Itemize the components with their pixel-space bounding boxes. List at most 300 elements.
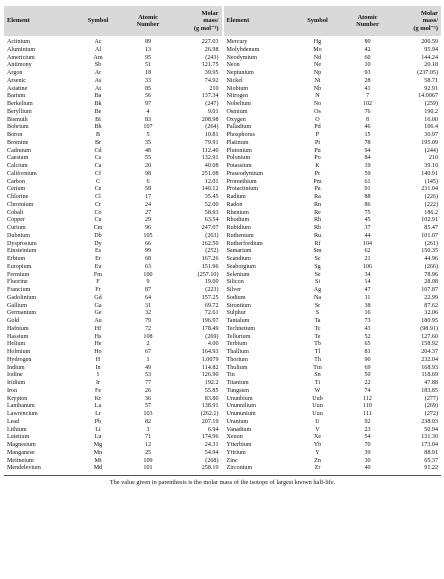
- molar-mass: 251.08: [201, 170, 219, 177]
- element-name: Gadolinium: [7, 294, 37, 301]
- table-row: [4, 341, 222, 349]
- element-name: Boron: [7, 132, 23, 138]
- element-name: Dubnium: [7, 232, 31, 239]
- element-name: Erbium: [7, 256, 26, 262]
- molar-mass: 118.69: [421, 372, 438, 379]
- table-row: [4, 295, 222, 303]
- element-symbol: Nb: [313, 85, 322, 92]
- table-row: [4, 124, 222, 132]
- molar-mass: 91.22: [424, 465, 438, 472]
- table-row: [224, 264, 442, 272]
- element-name: Radium: [226, 194, 246, 200]
- table-row: [224, 124, 442, 132]
- element-name: Lead: [7, 418, 20, 425]
- molar-mass: 101.07: [421, 232, 438, 239]
- element-name: Lawrencium: [7, 411, 38, 417]
- element-symbol: Mn: [93, 449, 103, 456]
- element-symbol: Bh: [94, 124, 102, 131]
- atomic-number: 108: [143, 333, 153, 340]
- table-row: [224, 341, 442, 349]
- element-name: Polonium: [226, 155, 251, 162]
- element-name: Iron: [7, 387, 18, 394]
- table-row: [4, 62, 222, 70]
- molar-mass: 247.07: [201, 225, 219, 231]
- element-name: Platinum: [226, 139, 249, 146]
- element-name: Strontium: [226, 302, 251, 309]
- element-name: Calcium: [7, 163, 28, 169]
- atomic-number: 30: [364, 457, 371, 464]
- table-row: [4, 93, 222, 101]
- element-symbol: Am: [93, 54, 103, 61]
- element-name: Barium: [7, 93, 26, 100]
- molar-mass: 85.47: [424, 225, 438, 231]
- atomic-number: 68: [144, 256, 152, 262]
- atomic-number: 70: [364, 442, 371, 448]
- atomic-number: 94: [364, 147, 371, 154]
- element-name: Germanium: [7, 310, 37, 317]
- element-name: Osmium: [226, 108, 248, 115]
- table-row: [224, 458, 442, 466]
- atomic-number: 57: [144, 403, 152, 410]
- element-name: Hassium: [7, 333, 29, 340]
- element-name: Mercury: [226, 39, 248, 45]
- element-name: Chromium: [7, 201, 34, 208]
- element-symbol: U: [315, 418, 320, 425]
- table-row: [224, 55, 442, 63]
- table-row: [4, 272, 222, 280]
- molar-mass: 47.88: [424, 380, 438, 386]
- atomic-number: 89: [144, 39, 152, 45]
- molar-mass: (252): [205, 248, 219, 255]
- element-name: Cobalt: [7, 209, 24, 216]
- atomic-number: 25: [144, 449, 152, 456]
- molar-mass: 112.40: [201, 147, 219, 154]
- table-row: [224, 380, 442, 388]
- atomic-number: 20: [144, 163, 152, 169]
- element-name: Protactinium: [226, 186, 258, 193]
- element-name: Samarium: [226, 248, 252, 255]
- element-name: Copper: [7, 217, 25, 224]
- molar-mass: 227.03: [201, 39, 219, 45]
- table-row: [4, 186, 222, 194]
- atomic-number: 3: [146, 426, 150, 433]
- element-symbol: As: [94, 77, 102, 84]
- element-name: Oxygen: [226, 116, 246, 123]
- atomic-number: 22: [364, 380, 371, 386]
- element-symbol: Hs: [94, 333, 102, 340]
- atomic-number: 59: [364, 170, 371, 177]
- element-symbol: Pt: [314, 139, 321, 146]
- atomic-number: 36: [144, 395, 152, 402]
- element-symbol: C: [95, 178, 101, 185]
- atomic-number: 110: [363, 403, 372, 410]
- table-row: [224, 241, 442, 249]
- molar-mass: 140.12: [201, 186, 219, 193]
- atomic-number: 92: [364, 418, 371, 425]
- table-row: [4, 248, 222, 256]
- table-body-left: [4, 36, 222, 473]
- molar-mass: 65.37: [424, 457, 438, 464]
- element-name: Manganese: [7, 449, 35, 456]
- atomic-number: 63: [144, 263, 152, 270]
- molar-mass: 22.99: [424, 294, 438, 301]
- element-symbol: Pm: [313, 178, 322, 185]
- molar-mass: 144.24: [421, 54, 438, 61]
- element-name: Radon: [226, 201, 243, 208]
- molar-mass: 186.2: [424, 209, 438, 216]
- table-row: [4, 225, 222, 233]
- molar-mass: 74.92: [204, 77, 219, 84]
- atomic-number: 84: [364, 155, 371, 162]
- atomic-number: 67: [144, 349, 152, 355]
- table-row: [224, 256, 442, 264]
- molar-mass: (237.05): [417, 70, 438, 76]
- element-name: Rutherfordium: [226, 240, 263, 247]
- table-row: [4, 117, 222, 125]
- element-name: Einsteinium: [7, 248, 37, 255]
- atomic-number: 56: [144, 93, 152, 100]
- molar-mass: 151.96: [201, 263, 219, 270]
- element-symbol: W: [314, 387, 321, 394]
- element-symbol: Eu: [94, 263, 102, 270]
- element-symbol: Co: [94, 209, 102, 216]
- atomic-number: 65: [364, 341, 371, 348]
- table-row: [4, 194, 222, 202]
- molar-mass: 200.59: [421, 39, 438, 45]
- element-name: Bohrium: [7, 124, 29, 131]
- atomic-number: 46: [364, 124, 371, 131]
- element-name: Ununbium: [226, 395, 253, 402]
- element-symbol: Uub: [312, 395, 323, 402]
- table-row: [224, 334, 442, 342]
- molar-mass: 114.82: [201, 364, 219, 371]
- element-name: Tellurium: [226, 333, 251, 340]
- atomic-number: 99: [144, 248, 152, 255]
- element-name: Plutonium: [226, 147, 252, 154]
- molar-mass: (145): [424, 178, 438, 185]
- table-row: [224, 210, 442, 218]
- molar-mass: 238.03: [421, 418, 438, 425]
- table-row: [224, 109, 442, 117]
- table-row: [4, 55, 222, 63]
- molar-mass: 58.71: [424, 77, 438, 84]
- header-row: [224, 6, 442, 36]
- table-row: [224, 411, 442, 419]
- header-row: [4, 6, 222, 36]
- atomic-number: 50: [364, 372, 371, 379]
- atomic-number: 2: [146, 341, 150, 348]
- table-row: [224, 217, 442, 225]
- element-symbol: Ce: [94, 186, 102, 193]
- element-name: Ytterbium: [226, 442, 252, 448]
- table-row: [4, 36, 222, 47]
- table-row: [4, 388, 222, 396]
- element-symbol: Hg: [313, 39, 322, 45]
- table-row: [224, 148, 442, 156]
- atomic-number: 80: [364, 39, 371, 45]
- element-symbol: Np: [313, 70, 322, 76]
- atomic-number: 85: [144, 85, 152, 92]
- atomic-number: 52: [364, 333, 371, 340]
- element-symbol: Fm: [93, 271, 103, 278]
- element-name: Palladium: [226, 124, 252, 131]
- table-row: [4, 434, 222, 442]
- element-name: Caesium: [7, 155, 29, 162]
- element-name: Berkelium: [7, 101, 33, 107]
- element-name: Silicon: [226, 279, 244, 286]
- atomic-number: 97: [144, 101, 152, 107]
- atomic-number: 8: [365, 116, 370, 123]
- molar-mass: 19.00: [204, 279, 219, 286]
- element-name: Mendelevium: [7, 465, 41, 472]
- element-symbol: Nd: [313, 54, 322, 61]
- table-row: [224, 287, 442, 295]
- atomic-number: 1: [146, 356, 150, 363]
- molar-mass: 192.2: [204, 380, 219, 386]
- table-row: [4, 450, 222, 458]
- atomic-number: 78: [364, 139, 371, 146]
- atomic-number: 49: [144, 364, 152, 371]
- molar-mass: 174.96: [201, 434, 219, 441]
- element-name: Actinium: [7, 39, 31, 45]
- molar-mass: (269): [424, 403, 438, 410]
- table-row: [224, 163, 442, 171]
- element-name: Titanium: [226, 380, 249, 386]
- molar-mass: 137.34: [201, 93, 219, 100]
- atomic-number: 38: [364, 302, 371, 309]
- element-name: Bromine: [7, 139, 29, 146]
- molar-mass: 44.96: [424, 256, 438, 262]
- element-name: Potassium: [226, 163, 252, 169]
- table-row: [224, 78, 442, 86]
- table-row: [224, 155, 442, 163]
- table-row: [224, 140, 442, 148]
- atomic-number: 74: [364, 387, 371, 394]
- atomic-number: 88: [364, 194, 371, 200]
- element-symbol: Lr: [95, 411, 101, 417]
- table-row: [224, 318, 442, 326]
- atomic-number: 111: [363, 411, 372, 417]
- element-symbol: Zn: [314, 457, 321, 464]
- table-body-right: [224, 36, 442, 473]
- molar-mass: (223): [205, 287, 219, 293]
- element-name: Aluminium: [7, 46, 36, 53]
- element-symbol: Sg: [314, 263, 321, 270]
- molar-mass: 168.93: [421, 364, 438, 371]
- table-row: [4, 256, 222, 264]
- table-row: [4, 318, 222, 326]
- table-row: [4, 334, 222, 342]
- element-symbol: Yb: [313, 442, 322, 448]
- element-name: Cerium: [7, 186, 26, 193]
- element-symbol: F: [96, 279, 100, 286]
- atomic-number: 76: [364, 108, 371, 115]
- element-name: Magnesium: [7, 442, 36, 448]
- table-row: [4, 310, 222, 318]
- atomic-number: 14: [364, 279, 371, 286]
- element-symbol: Sb: [94, 62, 102, 69]
- atomic-number: 5: [146, 132, 150, 138]
- atomic-number: 29: [144, 217, 152, 224]
- molar-mass: 157.25: [201, 294, 219, 301]
- molar-mass: 87.62: [424, 302, 438, 309]
- element-symbol: Re: [314, 209, 321, 216]
- molar-mass: 132.91: [201, 155, 219, 162]
- molar-mass: (268): [205, 457, 219, 464]
- element-symbol: Rf: [314, 240, 321, 247]
- element-name: Krypton: [7, 395, 28, 402]
- atomic-number: 18: [144, 70, 152, 76]
- table-row: [4, 419, 222, 427]
- element-symbol: Mg: [93, 442, 103, 448]
- table-row: [4, 279, 222, 287]
- molar-mass: 79.91: [204, 139, 219, 146]
- table-row: [224, 248, 442, 256]
- atomic-number: 27: [144, 209, 152, 216]
- atomic-number: 81: [364, 349, 371, 355]
- molar-mass: 28.08: [424, 279, 438, 286]
- element-symbol: Ti: [314, 380, 321, 386]
- table-row: [224, 303, 442, 311]
- element-symbol: Al: [94, 46, 102, 53]
- element-symbol: Fe: [94, 387, 102, 394]
- molar-mass: 190.2: [424, 108, 438, 115]
- atomic-number: 60: [364, 54, 371, 61]
- element-symbol: Pu: [314, 147, 321, 154]
- molar-mass: 30.97: [424, 132, 438, 138]
- atomic-number: 103: [143, 411, 153, 417]
- atomic-number: 102: [362, 101, 373, 107]
- atomic-number: 75: [364, 209, 371, 216]
- atomic-number: 9: [146, 279, 150, 286]
- table-row: [4, 233, 222, 241]
- atomic-number: 96: [144, 225, 152, 231]
- atomic-number: 109: [143, 457, 153, 464]
- table-row: [4, 264, 222, 272]
- element-name: Meitneium: [7, 457, 34, 464]
- molar-mass: (244): [424, 147, 438, 154]
- element-symbol: At: [94, 85, 102, 92]
- atomic-number: 55: [144, 155, 152, 162]
- element-name: Holmium: [7, 349, 31, 355]
- molar-mass: 158.92: [421, 341, 438, 348]
- element-name: Hydrogen: [7, 356, 32, 363]
- element-symbol: Uun: [312, 403, 323, 410]
- element-symbol: P: [315, 132, 320, 138]
- table-row: [224, 310, 442, 318]
- molar-mass: 131.30: [421, 434, 438, 441]
- element-name: Molybdenum: [226, 46, 260, 53]
- molar-mass: 121.75: [201, 62, 219, 69]
- table-row: [4, 109, 222, 117]
- element-name: Selenium: [226, 271, 250, 278]
- table-row: [4, 403, 222, 411]
- molar-mass: 102.91: [421, 217, 438, 224]
- molar-mass: (257.10): [197, 271, 219, 278]
- header-molar-mass: Molar mass/ (g mol⁻¹): [175, 6, 222, 36]
- atomic-number: 32: [144, 310, 152, 317]
- molar-mass: 39.95: [204, 70, 219, 76]
- table-row: [4, 86, 222, 94]
- element-name: Gallium: [7, 302, 27, 309]
- table-row: [224, 372, 442, 380]
- element-symbol: K: [315, 163, 320, 169]
- element-name: Astatine: [7, 85, 28, 92]
- molar-mass: 14.0067: [418, 93, 438, 100]
- table-row: [4, 47, 222, 55]
- molar-mass: 210: [209, 85, 219, 92]
- atomic-number: 73: [364, 318, 371, 324]
- table-row: [224, 450, 442, 458]
- molar-mass: 12.01: [204, 178, 219, 185]
- element-symbol: Tc: [314, 325, 321, 332]
- atomic-number: 93: [364, 70, 371, 76]
- table-row: [224, 179, 442, 187]
- element-symbol: Gd: [94, 294, 102, 301]
- element-symbol: H: [95, 356, 101, 363]
- element-name: Nickel: [226, 77, 243, 84]
- element-symbol: He: [94, 341, 102, 348]
- element-name: Francium: [7, 287, 31, 293]
- element-symbol: Y: [315, 449, 320, 456]
- element-name: Iodine: [7, 372, 23, 379]
- molar-mass: 258.10: [201, 465, 219, 472]
- table-row: [4, 179, 222, 187]
- element-table-right: [224, 6, 442, 473]
- molar-mass: 26.98: [204, 46, 219, 53]
- table-row: [224, 279, 442, 287]
- element-name: Uranium: [226, 418, 249, 425]
- element-symbol: Ne: [313, 62, 322, 69]
- atomic-number: 62: [364, 248, 371, 255]
- table-row: [224, 47, 442, 55]
- element-name: Iridium: [7, 380, 26, 386]
- element-symbol: Hf: [94, 325, 102, 332]
- element-symbol: Tm: [313, 364, 322, 371]
- element-symbol: Os: [314, 108, 321, 115]
- molar-mass: 63.54: [204, 217, 219, 224]
- atomic-number: 31: [144, 302, 152, 309]
- molar-mass: (277): [424, 395, 438, 402]
- element-symbol: Rn: [313, 201, 322, 208]
- bottom-rule: [4, 475, 441, 476]
- element-symbol: Cf: [94, 170, 102, 177]
- atomic-number: 48: [144, 147, 152, 154]
- table-row: [224, 132, 442, 140]
- table-row: [224, 93, 442, 101]
- table-row: [224, 62, 442, 70]
- atomic-number: 82: [144, 418, 152, 425]
- molar-mass: 204.37: [421, 349, 438, 355]
- molar-mass: 107.87: [421, 287, 438, 293]
- element-name: Fermium: [7, 271, 30, 278]
- element-symbol: Tb: [314, 341, 321, 348]
- molar-mass: 83.80: [204, 395, 219, 402]
- table-row: [4, 148, 222, 156]
- atomic-number: 64: [144, 294, 152, 301]
- atomic-number: 101: [143, 465, 153, 472]
- table-row: [4, 357, 222, 365]
- table-row: [4, 427, 222, 435]
- element-symbol: Er: [95, 256, 101, 262]
- tables-container: [4, 6, 441, 473]
- header-atomic-number: Atomic Number: [341, 6, 395, 36]
- element-symbol: Ag: [313, 287, 322, 293]
- element-symbol: Zr: [314, 465, 321, 472]
- atomic-number: 26: [144, 387, 152, 394]
- molar-mass: 208.98: [201, 116, 219, 123]
- element-name: Silver: [226, 287, 242, 293]
